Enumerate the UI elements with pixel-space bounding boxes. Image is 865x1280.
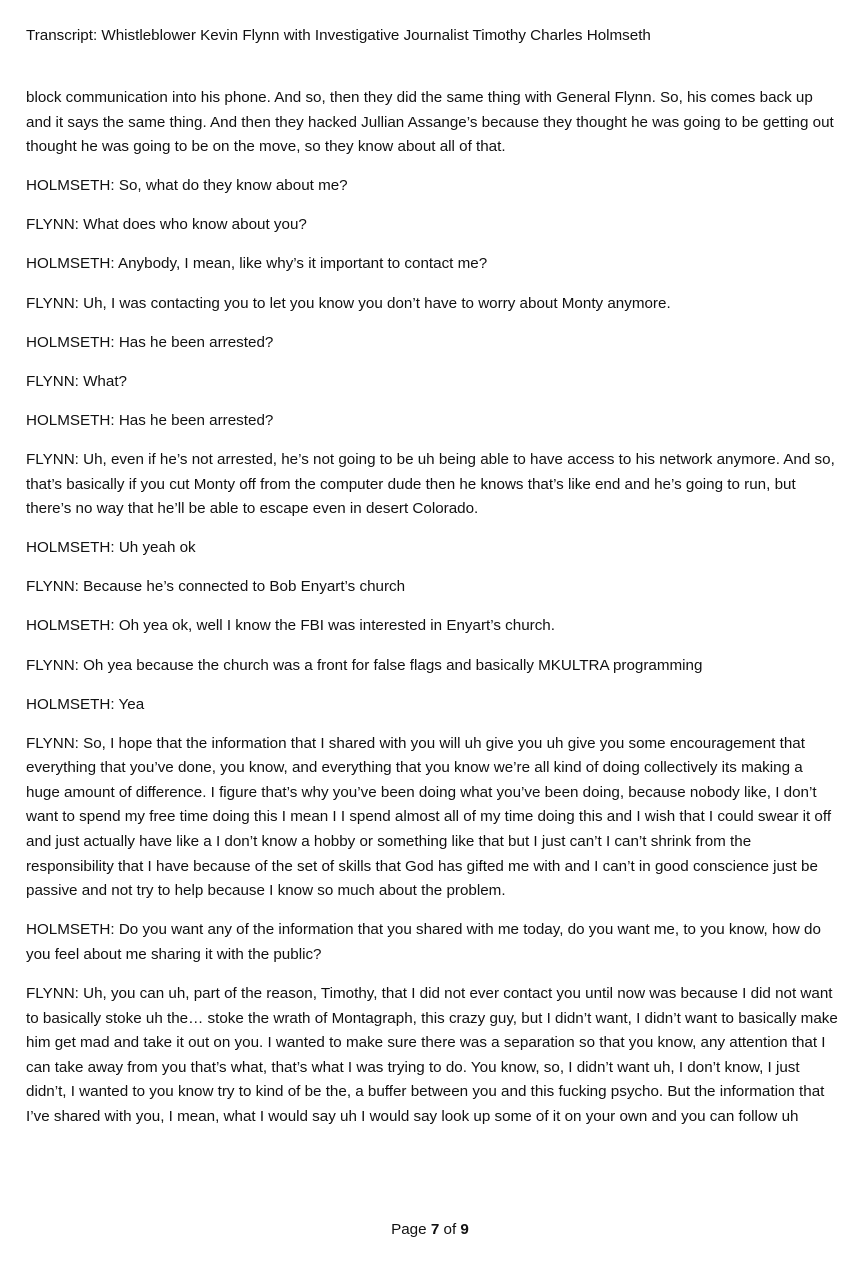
transcript-paragraph: HOLMSETH: Oh yea ok, well I know the FBI was interested in Enyart’s church. [26, 617, 555, 635]
page-current: 7 [430, 1221, 440, 1238]
page-label: Page [391, 1221, 427, 1238]
transcript-paragraph: HOLMSETH: Yea [26, 695, 145, 713]
transcript-paragraph: HOLMSETH: Has he been arrested? [26, 411, 274, 429]
transcript-paragraph: FLYNN: What does who know about you? [26, 216, 307, 234]
transcript-paragraph: FLYNN: Uh, you can uh, part of the reason, Timothy, that I did not ever contact you until now was because I did not want to basically stoke uh the… stoke the wrath of Montagraph, this crazy guy, but I didn’t want, I didn’t want to basically make him get mad and take it out on you. I wanted to make sure there was a separation so that you know, any attention that I can take away from you that’s what, that’s what I was trying to do. You know, so, I didn’t want uh, I don’t know, I just didn’t, I wanted to you know try to kind of be the, a buffer between you and this fucking psycho. But the information that I’ve shared with you, I mean, what I would say uh I would say look up some of it on your own and you can follow uh [26, 985, 838, 1125]
page-of: of [443, 1221, 457, 1238]
transcript-paragraph: block communication into his phone. And so, then they did the same thing with General Flynn. So, his comes back up and it says the same thing. And then they hacked Jullian Assange’s because they thought he was going to be getting out thought he was going to be on the move, so they know about all of that. [26, 89, 834, 156]
transcript-body [26, 86, 840, 1144]
transcript-paragraph: FLYNN: Uh, even if he’s not arrested, he’s not going to be uh being able to have access to his network anymore. And so, that’s basically if you cut Monty off from the computer dude then he knows that’s like end and he’s going to run, but there’s no way that he’ll be able to escape even in desert Colorado. [26, 450, 835, 518]
page-header: Transcript: Whistleblower Kevin Flynn with Investigative Journalist Timothy Charles Holmseth [26, 27, 651, 44]
transcript-paragraph: HOLMSETH: So, what do they know about me? [26, 177, 348, 195]
transcript-paragraph: FLYNN: Oh yea because the church was a front for false flags and basically MKULTRA programming [26, 656, 703, 674]
transcript-paragraph: HOLMSETH: Anybody, I mean, like why’s it important to contact me? [26, 255, 488, 273]
transcript-paragraph: FLYNN: What? [26, 372, 127, 390]
transcript-paragraph: FLYNN: So, I hope that the information that I shared with you will uh give you uh give you some encouragement that everything that you’ve done, you know, and everything that you know we’re all kind of doing collectively its making a huge amount of difference. I figure that’s why you’ve been doing what you’ve been doing, because nobody like, I don’t want to spend my free time doing this I mean I I spend almost all of my time doing this and I wish that I could swear it off and just actually have like a I don’t know a hobby or something like that but I just can’t I can’t shrink from the responsibility that I have because of the set of skills that God has gifted me with and I can’t in good conscience just be passive and not try to help because I know so much about the problem. [26, 734, 832, 900]
transcript-paragraph: FLYNN: Uh, I was contacting you to let you know you don’t have to worry about Monty anymore. [26, 294, 671, 312]
transcript-paragraph: HOLMSETH: Do you want any of the information that you shared with me today, do you want me, to you know, how do you feel about me sharing it with the public? [26, 921, 821, 963]
page-footer [0, 1218, 860, 1243]
transcript-paragraph: FLYNN: Because he’s connected to Bob Enyart’s church [26, 578, 406, 596]
transcript-paragraph: HOLMSETH: Uh yeah ok [26, 539, 196, 557]
transcript-paragraph: HOLMSETH: Has he been arrested? [26, 333, 274, 351]
page-total: 9 [460, 1221, 469, 1238]
